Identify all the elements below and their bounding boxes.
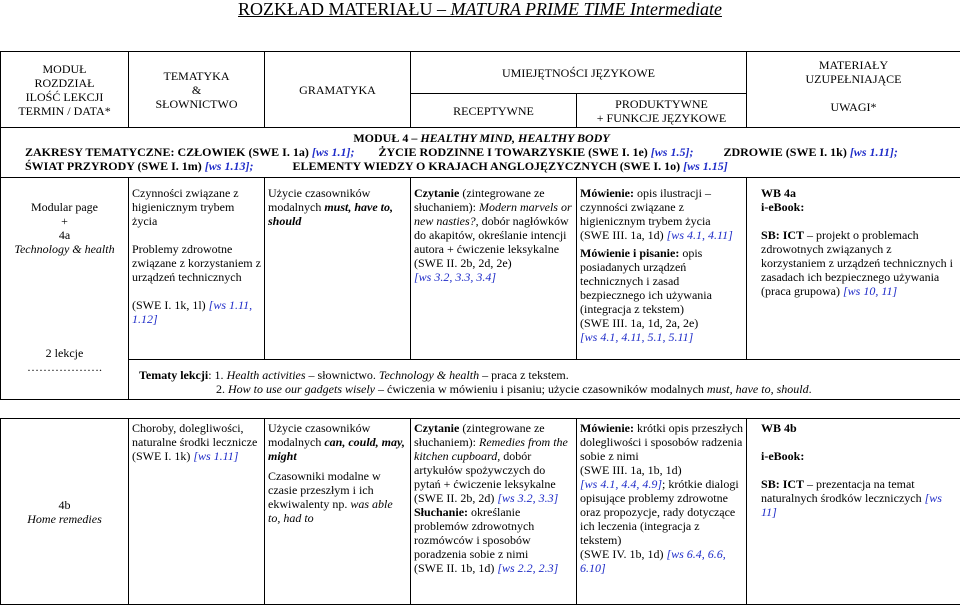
- row4a-tematy-2b: How to use our gadgets wisely: [228, 382, 375, 396]
- module-title-prefix: MODUŁ 4 –: [353, 131, 420, 145]
- header-gramatyka: [265, 52, 411, 128]
- row4b-mat-sb-ref: [ws 11]: [761, 491, 942, 519]
- header-termin: TERMIN / DATA: [18, 104, 104, 118]
- row4a-rec-a: (zintegrowane ze słuchaniem):: [414, 186, 545, 214]
- row4a-dots: ……………….: [27, 360, 102, 374]
- row4a-tematy-1b: Health activities: [227, 368, 306, 382]
- row4b-module-cell: [1, 419, 129, 605]
- row4a-unit-l4: Technology & health: [14, 242, 114, 256]
- row4a-produktywne: [577, 178, 747, 360]
- header-produktywne-label: PRODUKTYWNE: [615, 97, 708, 111]
- row4b-mat-sb-a: – prezentacja na temat naturalnych środków leczniczych: [761, 477, 925, 505]
- row4b-tematyka-a: Choroby, dolegliwości, naturalne środki lecznicze (SWE I. 1k): [132, 421, 257, 463]
- row4a-prod1-label: Mówienie:: [580, 186, 634, 200]
- header-tematyka-label: TEMATYKA: [164, 69, 230, 83]
- row4a-receptywne: [411, 178, 577, 360]
- row4a-tematyka-ref: [ws 1.11, 1.12]: [132, 298, 252, 326]
- row4a-prod2-label: Mówienie i pisanie:: [580, 246, 679, 260]
- header-materialy-label: MATERIAŁY: [819, 58, 888, 72]
- row4a-tematyka: [129, 178, 265, 360]
- row4a-rec-label: Czytanie: [414, 186, 459, 200]
- header-umiejetnosci-label: UMIEJĘTNOŚCI JĘZYKOWE: [502, 66, 655, 80]
- row4b-rec2-label: Słuchanie:: [414, 505, 468, 519]
- row4b-prod1-ref2: [ws 6.4, 6.6, 6.10]: [580, 547, 726, 575]
- row4a-prod2-swe: (SWE III. 1a, 1d, 2a, 2e): [580, 316, 698, 330]
- row4a-prod1-swe: (SWE III. 1a, 1d): [580, 228, 667, 242]
- topic-zycie-ref: [ws 1.5];: [651, 145, 694, 159]
- row4a-prod1-a: opis ilustracji – czynności związane z higienicznym trybem życia: [580, 186, 711, 228]
- row4b-prod1-swe2: (SWE IV. 1b, 1d): [580, 547, 666, 561]
- row4a-tematy-line2: [139, 382, 957, 396]
- row4b-tematyka: [129, 419, 265, 605]
- row4a-prod1-ref: [ws 4.1, 4.11]: [667, 228, 733, 242]
- row4b-rec1-ref: [ws 3.2, 3.3]: [497, 491, 558, 505]
- header-funkcje: + FUNKCJE JĘZYKOWE: [597, 111, 726, 125]
- row4a-unit-l1: Modular page: [31, 200, 98, 214]
- module-title-italic: HEALTHY MIND, HEALTHY BODY: [420, 131, 609, 145]
- topic-czlowiek-ref: [ws 1.1];: [312, 145, 355, 159]
- header-gramatyka-label: GRAMATYKA: [299, 83, 376, 97]
- topic-elementy-ref: [ws 1.15]: [683, 159, 728, 173]
- row4b-rec1-label: Czytanie: [414, 421, 459, 435]
- row4a-gram-b: must, have to, should: [268, 200, 393, 228]
- row4a-prod2-a: opis posiadanych urządzeń technicznych i zasad bezpiecznego ich używania (integracja z tekstem): [580, 246, 712, 316]
- row4b-gram-d: was able to, had to: [268, 497, 393, 525]
- row4b-rec2-a: określanie problemów zdrowotnych rozmówców i sposobów poradzenia sobie z nimi: [414, 505, 534, 561]
- header-amp: &: [192, 83, 201, 97]
- row4b-unit-l1: 4b: [59, 498, 71, 512]
- header-uwagi: UWAGI: [831, 100, 871, 114]
- row4a-tematyka-p2: Problemy zdrowotne związane z korzystaniem z urządzeń technicznych: [132, 242, 261, 284]
- header-materialy: [747, 52, 960, 128]
- row4a-lessons: [4, 334, 125, 374]
- topic-zycie: ŻYCIE RODZINNE I TOWARZYSKIE (SWE I. 1e): [379, 145, 651, 159]
- row4b-receptywne: [411, 419, 577, 605]
- row4a-tematy-2d: must, have to, should: [707, 382, 809, 396]
- topic-elementy: ELEMENTY WIEDZY O KRAJACH ANGLOJĘZYCZNYCH (SWE I. 1o): [292, 159, 683, 173]
- row4a-gram-a: Użycie czasowników modalnych: [268, 186, 370, 214]
- row4a-rec-swe: (SWE II. 2b, 2d, 2e): [414, 256, 512, 270]
- row-gap: [1, 400, 960, 419]
- title-plain: ROZKŁAD MATERIAŁU –: [238, 0, 450, 19]
- row4b-materialy: [747, 419, 960, 605]
- row4b-unit-l2: Home remedies: [27, 512, 102, 526]
- header-rozdzial: ROZDZIAŁ: [35, 76, 95, 90]
- row4a-materialy: [747, 178, 960, 360]
- row4a-rec-b: Modern marvels or new nasties?: [414, 200, 572, 228]
- row4b-gram-b: can, could, may, might: [268, 435, 405, 463]
- row4b-rec1-b: Remedies from the kitchen cupboard,: [414, 435, 568, 463]
- header-uwagi-asterisk: *: [871, 100, 877, 114]
- row4b-rec1-swe: (SWE II. 2b, 2d): [414, 491, 497, 505]
- row4b-gram-c: Czasowniki modalne w czasie przeszłym i ich ekwiwalenty np.: [268, 469, 381, 511]
- module-topics-line2: [7, 159, 956, 173]
- row4b-gramatyka: [265, 419, 411, 605]
- topic-czlowiek: ZAKRESY TEMATYCZNE: CZŁOWIEK (SWE I. 1a): [25, 145, 312, 159]
- row4b-rec2-swe: (SWE II. 1b, 1d): [414, 561, 497, 575]
- header-uzupelniajace: UZUPEŁNIAJĄCE: [806, 72, 902, 86]
- row4a-rec-c: , dobór nagłówków do akapitów, określanie intencji autora + ćwiczenie leksykalne: [414, 214, 569, 256]
- document-title: [0, 0, 960, 18]
- row4b-tematyka-ref: [ws 1.11]: [193, 449, 238, 463]
- row4a-lekcje: 2 lekcje: [46, 346, 84, 360]
- module-header: [1, 128, 960, 178]
- row4b-rec1-c: dobór artykułów spożywczych do pytań + ćwiczenie leksykalne: [414, 449, 556, 491]
- row4b-produktywne: [577, 419, 747, 605]
- row4a-unit-l3: 4a: [59, 228, 70, 242]
- module-topics-line1: [7, 145, 956, 159]
- row4a-mat-sb-ref: [ws 10, 11]: [843, 284, 897, 298]
- row4a-tematy-label: Tematy lekcji: [139, 368, 208, 382]
- row4a-mat-sb-a: – projekt o problemach zdrowotnych związanych z korzystaniem z urządzeń technicznych i zasadach ich bezpiecznego używania (praca grupowa): [761, 228, 953, 298]
- row4a-tematy-1c: – słownictwo.: [306, 368, 379, 382]
- row4b-prod1-label: Mówienie:: [580, 421, 634, 435]
- row4b-prod1-b: ; krótkie dialogi opisujące problemy zdrowotne oraz propozycje, rady dotyczące ich leczenia (integracja z tekstem): [580, 477, 739, 547]
- row4b-rec2-ref: [ws 2.2, 2.3]: [497, 561, 558, 575]
- row4b-prod1-swe: (SWE III. 1a, 1b, 1d): [580, 463, 682, 477]
- row4a-rec-ref: [ws 3.2, 3.3, 3.4]: [414, 270, 496, 284]
- row4b-prod1-a: krótki opis przeszłych dolegliwości i sposobów radzenia sobie z nimi: [580, 421, 743, 463]
- topic-zdrowie: ZDROWIE (SWE I. 1k): [723, 145, 849, 159]
- topic-zdrowie-ref: [ws 1.11];: [850, 145, 898, 159]
- row4a-tematyka-swe-text: (SWE I. 1k, 1l): [132, 298, 209, 312]
- topic-swiat: ŚWIAT PRZYRODY (SWE I. 1m): [25, 159, 205, 173]
- row4a-unit: [4, 186, 125, 334]
- row4a-tematyka-p1: Czynności związane z higienicznym trybem życia: [132, 186, 261, 228]
- syllabus-table: [0, 51, 960, 605]
- header-asterisk: *: [105, 104, 111, 118]
- row4a-tematy-2c: – ćwiczenia w mówieniu i pisaniu; użycie czasowników modalnych: [375, 382, 707, 396]
- row4a-tematyka-swe: [132, 298, 261, 326]
- header-tematyka: [129, 52, 265, 128]
- row4a-tematy-1d: Technology & health: [379, 368, 479, 382]
- row4a-mat-wb: WB 4a: [761, 186, 796, 200]
- row4a-tematy-2a: 2.: [216, 382, 228, 396]
- row4a-mat-iebook: i-eBook:: [761, 200, 804, 214]
- row4b-mat-iebook: i-eBook:: [761, 449, 804, 463]
- header-slownictwo: SŁOWNICTWO: [156, 97, 238, 111]
- header-modul: MODUŁ: [43, 62, 87, 76]
- row4a-tematy-2e: .: [809, 382, 812, 396]
- header-umiejetnosci: [411, 52, 747, 94]
- row4b-mat-wb: WB 4b: [761, 421, 797, 435]
- row4a-gramatyka: [265, 178, 411, 360]
- row4a-tematy-line1: [139, 368, 957, 382]
- header-ilosc-lekcji: ILOŚĆ LEKCJI: [26, 90, 104, 104]
- row4a-module-cell: [1, 178, 129, 400]
- header-module: [1, 52, 129, 128]
- row4a-tematy-1e: – praca z tekstem.: [479, 368, 569, 382]
- title-italic: MATURA PRIME TIME Intermediate: [451, 0, 722, 19]
- header-receptywne: [411, 94, 577, 128]
- row4b-prod1-ref: [ws 4.1, 4.4, 4.9]: [580, 477, 662, 491]
- topic-swiat-ref: [ws 1.13];: [205, 159, 254, 173]
- row4a-tematy-lekcji: [129, 360, 960, 400]
- header-produktywne: [577, 94, 747, 128]
- row4b-rec1-a: (zintegrowane ze słuchaniem):: [414, 421, 545, 449]
- module-title: [7, 131, 956, 145]
- row4a-tematy-1a: : 1.: [208, 368, 226, 382]
- row4b-gram-a: Użycie czasowników modalnych: [268, 421, 370, 449]
- row4b-mat-sb-label: SB: ICT: [761, 477, 804, 491]
- header-receptywne-label: RECEPTYWNE: [453, 104, 534, 118]
- row4a-mat-sb-label: SB: ICT: [761, 228, 804, 242]
- row4a-prod2-ref: [ws 4.1, 4.11, 5.1, 5.11]: [580, 330, 693, 344]
- row4a-unit-l2: +: [61, 214, 68, 228]
